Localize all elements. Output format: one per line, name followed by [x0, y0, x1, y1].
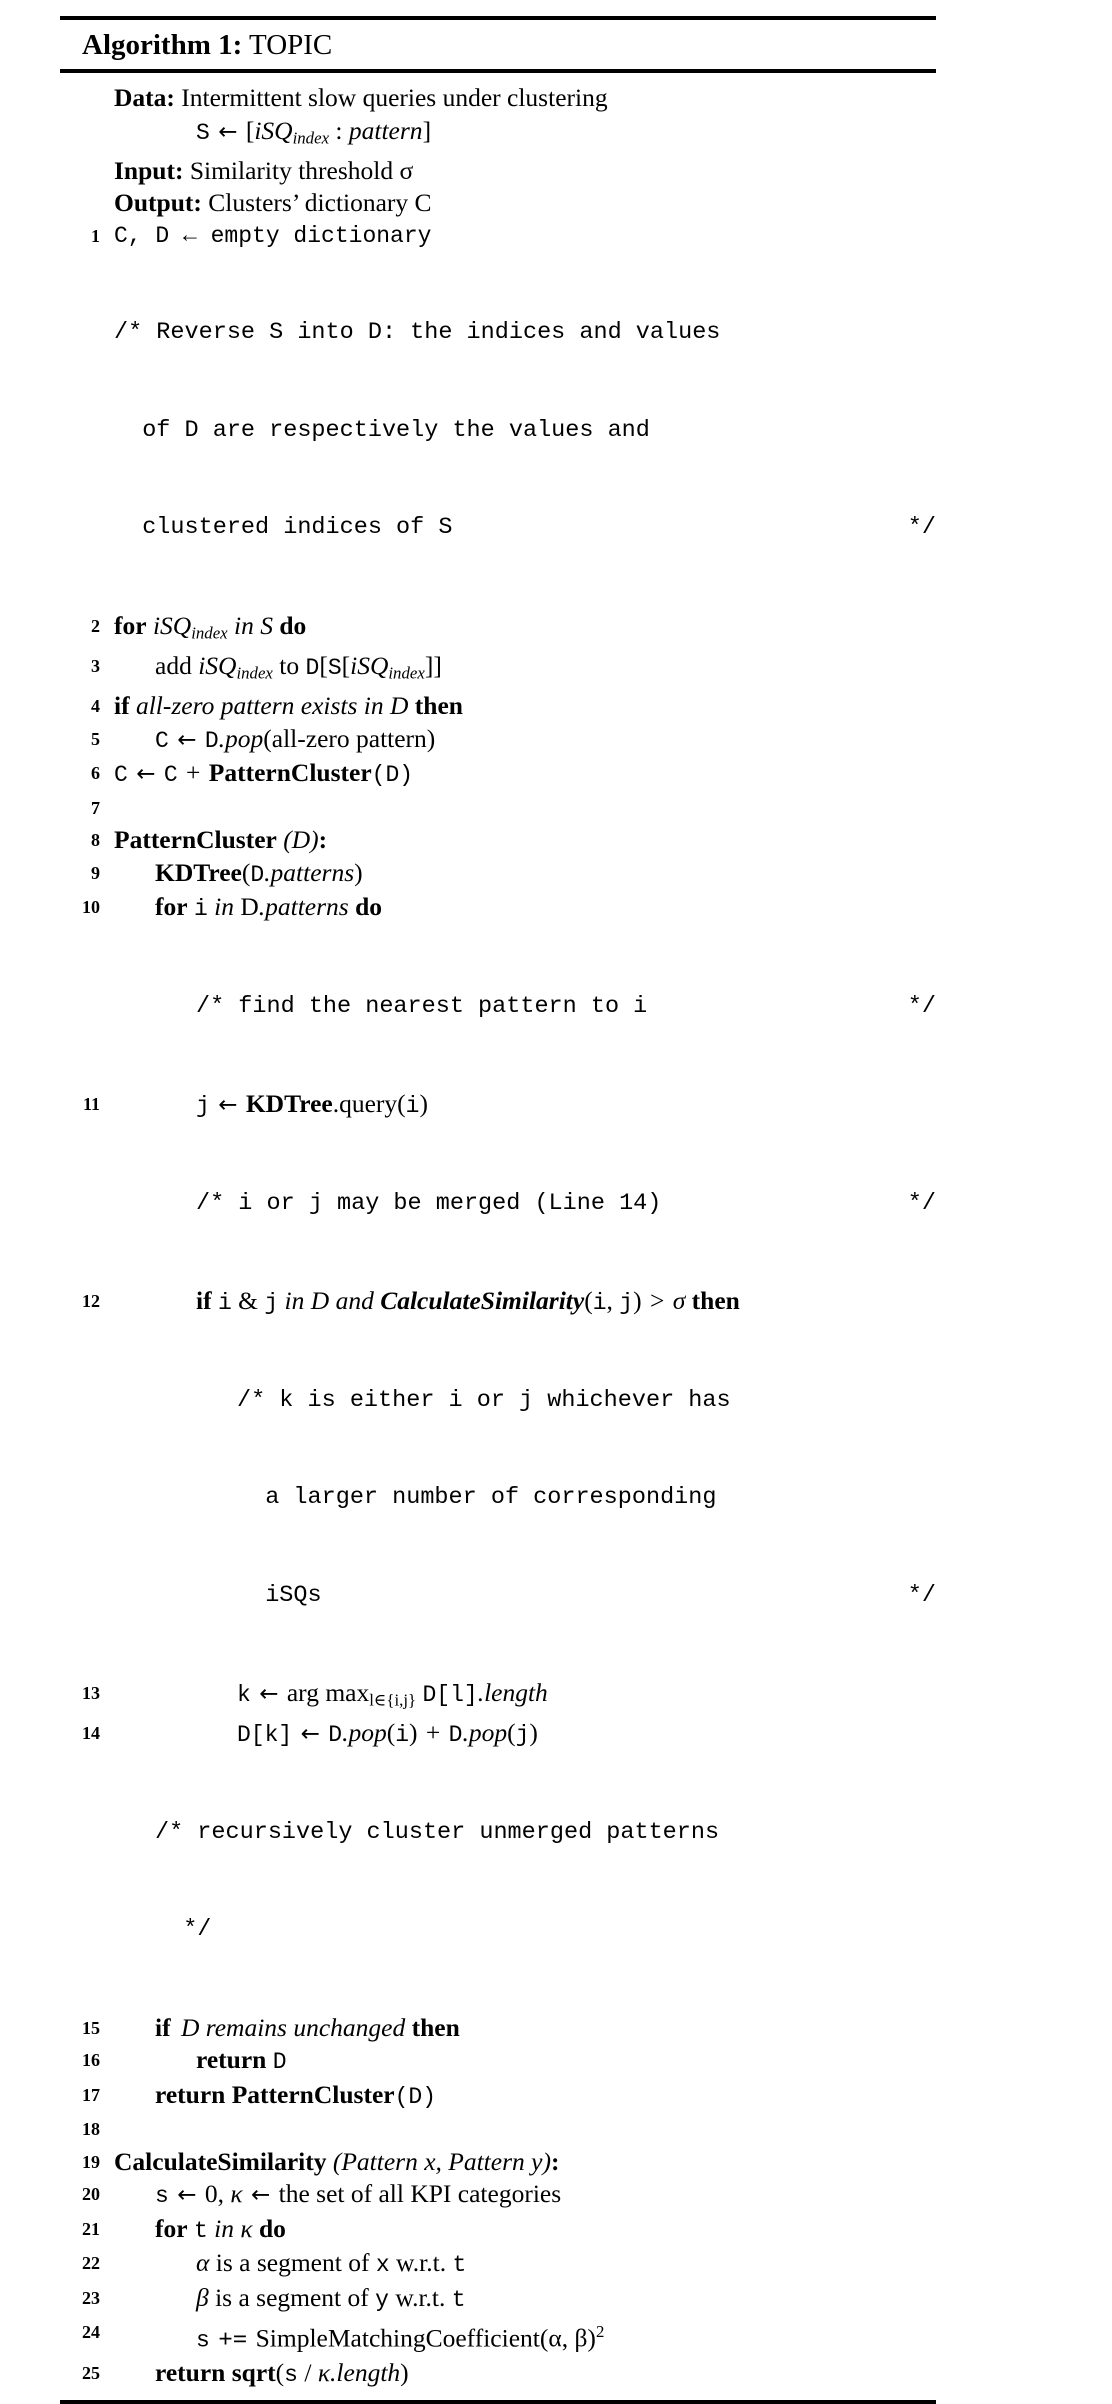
comment-close-marker: */: [907, 1581, 936, 1609]
if-keyword: if: [114, 691, 130, 721]
comment-line: [237, 1385, 936, 1418]
zero-value: 0,: [204, 2179, 224, 2209]
line-number-5: 5: [91, 728, 100, 749]
output-keyword: Output:: [114, 188, 202, 218]
code-line-8: [60, 824, 936, 857]
comment-line: [114, 415, 936, 448]
bracket-open: [: [245, 115, 255, 145]
left-arrow-icon: ←: [300, 1721, 320, 1748]
line-number-19: 19: [82, 2151, 100, 2172]
do-keyword: do: [279, 610, 307, 640]
left-arrow-icon: ←: [259, 1681, 279, 1708]
line-number-18: 18: [82, 2119, 100, 2140]
line-number-10: 10: [82, 897, 100, 918]
return-keyword: return: [155, 2358, 226, 2388]
line-number-23: 23: [82, 2287, 100, 2308]
input-text: Similarity threshold σ: [189, 155, 414, 185]
loop-variable: t: [193, 2217, 208, 2244]
bracket-close: ]: [422, 115, 432, 145]
code-line-19: [60, 2146, 936, 2179]
argmax-operator: arg max: [286, 1678, 370, 1708]
paren-open: (: [241, 857, 251, 887]
kdtree-call: KDTree: [155, 857, 242, 887]
loop-sequence: D.patterns: [240, 892, 349, 922]
data-text: Intermittent slow queries under clustering: [181, 83, 608, 112]
accumulator-variable: s: [196, 2327, 210, 2354]
ampersand-operator: &: [238, 1286, 258, 1316]
if-condition: D remains unchanged: [180, 2012, 406, 2042]
comment-text: clustered indices of S: [142, 514, 453, 542]
preamble-input: [60, 155, 936, 188]
comment-line: [114, 512, 936, 545]
paren-close: ): [400, 2358, 409, 2388]
pop-args: (all-zero pattern): [263, 723, 436, 753]
algorithm-body: [60, 73, 936, 2400]
comment-text: /* k is either i or j whichever has: [237, 1386, 731, 1414]
comment-line: [237, 1580, 936, 1613]
plus-equals-operator: +=: [218, 2323, 248, 2353]
preamble-output: [60, 187, 936, 220]
paren-open: (: [275, 2358, 285, 2388]
line-number-21: 21: [82, 2218, 100, 2239]
code-line-13: [60, 1677, 936, 1717]
beta-symbol: β: [196, 2282, 209, 2312]
sqrt-function: sqrt: [231, 2358, 276, 2388]
do-keyword: do: [258, 2213, 286, 2243]
algorithm-name: TOPIC: [249, 29, 333, 61]
code-line-16: [60, 2044, 936, 2079]
simple-matching-coefficient-args: (α, β): [539, 2323, 596, 2353]
in-keyword: in: [214, 892, 234, 922]
if-keyword: if: [196, 1286, 212, 1316]
paren-close: ): [354, 857, 363, 887]
line-number-14: 14: [82, 1723, 100, 1744]
comment-close-marker: */: [907, 1189, 936, 1217]
line-number-1: 1: [91, 225, 100, 246]
code-line-6: [60, 757, 936, 792]
kdtree-arg: D.patterns: [250, 857, 355, 888]
comment-text: of D are respectively the values and: [142, 416, 650, 444]
code-line-5: [60, 723, 936, 758]
if-keyword: if: [155, 2012, 171, 2042]
code-line-9: [60, 857, 936, 892]
comment-text: /* recursively cluster unmerged patterns: [155, 1818, 720, 1846]
comment-close-marker: */: [183, 1916, 212, 1944]
comment-line: [114, 317, 936, 350]
add-target: D[S[iSQ$_{index}$]]: [305, 650, 442, 683]
line-number-12: 12: [82, 1291, 100, 1312]
comment-block-4: [60, 1320, 936, 1678]
data-assign-var: iSQ: [254, 115, 293, 145]
line-number-16: 16: [82, 2050, 100, 2071]
do-keyword: do: [355, 892, 383, 922]
code-line-14: [60, 1717, 936, 1752]
line-1-text: C, D ← empty dictionary: [114, 222, 432, 249]
code-line-17: [60, 2079, 936, 2114]
kdtree-query-method: .query(i): [332, 1089, 428, 1120]
line-number-11: 11: [82, 1094, 100, 1115]
comment-line: [237, 1482, 936, 1515]
code-line-11: [60, 1088, 936, 1123]
code-line-10: [60, 891, 936, 926]
code-line-23: [60, 2282, 936, 2317]
procedure-colon: :: [550, 2146, 560, 2176]
assign-lhs: D[k]: [237, 1722, 293, 1749]
and-keyword: and: [335, 1286, 374, 1316]
data-assignment-line: [60, 115, 936, 155]
left-arrow-icon: ←: [177, 726, 197, 753]
then-keyword: then: [414, 691, 463, 721]
calculate-similarity-args: (i, j): [584, 1286, 642, 1317]
add-variable-subscript: index: [236, 663, 273, 683]
colon-separator: :: [335, 115, 343, 145]
for-keyword: for: [155, 2213, 188, 2243]
assign-lhs: k: [237, 1682, 251, 1709]
comment-close-marker: */: [907, 992, 936, 1020]
line-number-6: 6: [91, 763, 100, 784]
comment-text: iSQs: [265, 1581, 322, 1609]
alpha-symbol: α: [196, 2248, 210, 2278]
return-keyword: return: [155, 2079, 226, 2109]
line-number-22: 22: [82, 2253, 100, 2274]
left-arrow-icon: ←: [218, 1092, 238, 1119]
bottom-rule: [60, 2400, 936, 2404]
line-number-2: 2: [91, 615, 100, 636]
comment-line: [155, 1914, 936, 1947]
data-assign-lhs: S: [196, 119, 210, 146]
argmax-subscript: l∈{i,j}: [369, 1690, 417, 1710]
comment-line: [155, 1817, 936, 1850]
code-line-3: [60, 650, 936, 690]
left-arrow-icon: ←: [177, 2182, 197, 2209]
comment-block-5: [60, 1752, 936, 2012]
argmax-expression: D[l].length: [422, 1678, 548, 1709]
line-number-8: 8: [91, 830, 100, 851]
code-line-22: [60, 2247, 936, 2282]
sqrt-argument: s / κ.length: [284, 2358, 401, 2389]
code-line-1: [60, 220, 936, 253]
code-line-7: [60, 792, 936, 825]
comment-block-3: [60, 1123, 936, 1286]
comment-text: a larger number of corresponding: [265, 1484, 717, 1512]
sigma-symbol: σ: [672, 1286, 686, 1316]
line-number-20: 20: [82, 2184, 100, 2205]
kappa-symbol: κ: [230, 2179, 243, 2209]
line-number-13: 13: [82, 1683, 100, 1704]
cond-operand-j: j: [264, 1290, 279, 1317]
pop-call-i: D.pop(i): [328, 1718, 418, 1749]
loop-variable: i: [193, 896, 208, 923]
algorithm-title: [60, 20, 936, 68]
procedure-name-calculate-similarity: CalculateSimilarity: [114, 2146, 327, 2176]
line-number-7: 7: [91, 797, 100, 818]
code-line-18: [60, 2113, 936, 2146]
add-verb: add: [155, 650, 192, 680]
input-keyword: Input:: [114, 155, 184, 185]
assign-rhs-operand: C: [163, 762, 178, 789]
return-value: D: [272, 2049, 287, 2076]
to-keyword: to: [279, 650, 300, 680]
assign-lhs: C: [155, 727, 169, 754]
wrt-label: w.r.t.: [395, 2282, 446, 2312]
comment-line: [196, 991, 936, 1024]
data-assign-value: pattern: [348, 115, 423, 145]
loop-variable-subscript: index: [191, 623, 228, 643]
pop-call: D.pop: [204, 723, 264, 754]
add-variable: iSQ: [198, 650, 237, 680]
output-text: Clusters’ dictionary C: [208, 188, 432, 218]
line-number-3: 3: [91, 655, 100, 676]
code-line-2: [60, 610, 936, 650]
line-number-17: 17: [82, 2084, 100, 2105]
then-keyword: then: [411, 2012, 460, 2042]
cond-dictionary: D: [310, 1286, 330, 1316]
segment-source: x: [375, 2252, 390, 2279]
then-keyword: then: [691, 1286, 740, 1316]
code-line-21: [60, 2213, 936, 2248]
line-number-25: 25: [82, 2363, 100, 2384]
assign-lhs: s: [155, 2183, 169, 2210]
if-condition: all-zero pattern exists in D: [135, 691, 409, 721]
kdtree-reference: KDTree: [245, 1089, 333, 1119]
cond-operand-i: i: [217, 1290, 232, 1317]
segment-description: is a segment of: [215, 2248, 370, 2278]
code-line-12: [60, 1285, 936, 1320]
pattern-cluster-call: PatternCluster: [231, 2079, 395, 2109]
left-arrow-icon: ←: [136, 761, 156, 788]
pop-call-j: D.pop(j): [448, 1718, 538, 1749]
comment-close-marker: */: [907, 514, 936, 542]
line-number-24: 24: [82, 2322, 100, 2343]
assign-lhs: j: [196, 1093, 210, 1120]
code-line-4: [60, 690, 936, 723]
code-line-20: [60, 2178, 936, 2213]
assign-lhs: C: [114, 762, 128, 789]
segment-description: is a segment of: [215, 2282, 369, 2312]
wrt-label: w.r.t.: [396, 2248, 447, 2278]
line-number-4: 4: [91, 696, 100, 717]
in-keyword: in: [234, 610, 254, 640]
pattern-cluster-args: (D): [371, 762, 414, 789]
for-keyword: for: [155, 892, 188, 922]
return-keyword: return: [196, 2045, 267, 2075]
algorithm-block: [60, 16, 936, 2404]
greater-than-operator: >: [649, 1286, 665, 1316]
data-assign-subscript: index: [292, 128, 330, 148]
procedure-params: (Pattern x, Pattern y): [332, 2146, 551, 2176]
segment-key: t: [452, 2252, 467, 2279]
pattern-cluster-call: PatternCluster: [208, 758, 372, 788]
comment-line: [196, 1188, 936, 1221]
data-keyword: Data:: [114, 83, 175, 112]
comment-block-2: [60, 926, 936, 1089]
line-number-15: 15: [82, 2017, 100, 2038]
exponent: 2: [595, 2322, 605, 2342]
loop-sequence: S: [260, 610, 273, 640]
comment-text: /* find the nearest pattern to i: [196, 992, 648, 1020]
left-arrow-icon: ←: [250, 2182, 271, 2209]
procedure-name-pattern-cluster: PatternCluster: [114, 825, 277, 855]
plus-operator: +: [186, 758, 201, 788]
algorithm-number-label: Algorithm 1:: [82, 29, 243, 61]
kappa-description: the set of all KPI categories: [278, 2179, 562, 2209]
procedure-params: (D): [283, 825, 319, 855]
loop-sequence: κ: [240, 2213, 253, 2243]
procedure-colon: :: [318, 825, 328, 855]
in-keyword: in: [284, 1286, 305, 1316]
line-number-9: 9: [91, 862, 100, 883]
pattern-cluster-args: (D): [394, 2083, 437, 2110]
preamble-data: [60, 82, 936, 115]
comment-text: /* Reverse S into D: the indices and values: [114, 319, 721, 347]
segment-key: t: [451, 2286, 466, 2313]
loop-variable: iSQ: [152, 610, 192, 640]
code-line-15: [60, 2012, 936, 2045]
in-keyword: in: [214, 2213, 234, 2243]
code-line-25: [60, 2357, 936, 2392]
comment-text: /* i or j may be merged (Line 14): [196, 1189, 662, 1217]
simple-matching-coefficient-call: SimpleMatchingCoefficient: [255, 2323, 540, 2353]
left-arrow-icon: ←: [218, 118, 238, 145]
calculate-similarity-call: CalculateSimilarity: [380, 1286, 585, 1316]
comment-block-1: [60, 252, 936, 610]
segment-source: y: [375, 2286, 389, 2313]
plus-operator: +: [425, 1718, 441, 1748]
for-keyword: for: [114, 610, 147, 640]
code-line-24: [60, 2316, 936, 2357]
